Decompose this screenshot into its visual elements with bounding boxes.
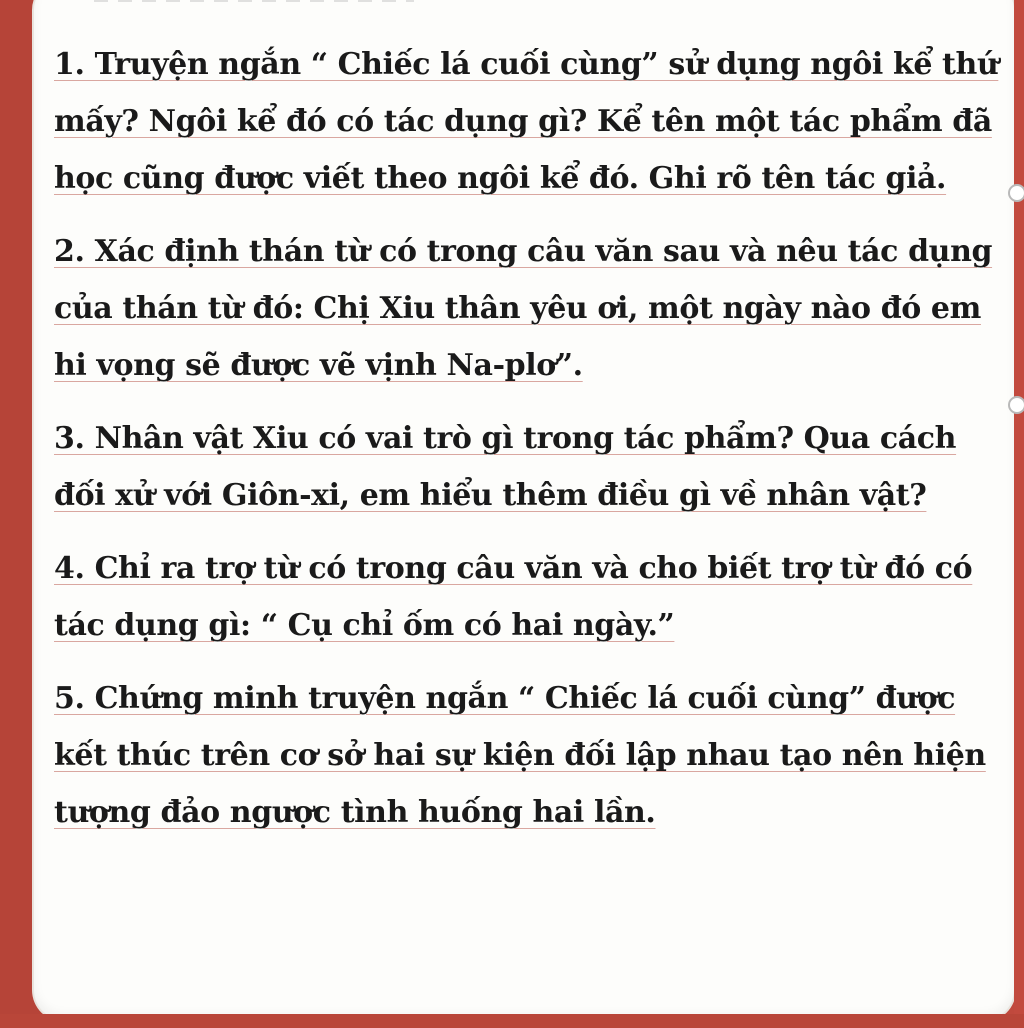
question-list	[54, 36, 1004, 857]
question-5: 5. Chứng minh truyện ngắn “ Chiếc lá cuối cùng” được kết thúc trên cơ sở hai sự kiện đối lập nhau tạo nên hiện tượng đảo ngược tình huống hai lần.	[54, 681, 986, 830]
paper-sheet	[34, 0, 1014, 1020]
bottom-edge	[0, 1014, 1024, 1028]
question-1: 1. Truyện ngắn “ Chiếc lá cuối cùng” sử dụng ngôi kể thứ mấy? Ngôi kể đó có tác dụng gì? Kể tên một tác phẩm đã học cũng được viết theo ngôi kể đó. Ghi rõ tên tác giả.	[54, 47, 999, 196]
question-2: 2. Xác định thán từ có trong câu văn sau và nêu tác dụng của thán từ đó: Chị Xiu thân yêu ơi, một ngày nào đó em hi vọng sẽ được vẽ vịnh Na-plơ”.	[54, 234, 993, 383]
binder-ring-icon	[1008, 396, 1024, 414]
question-4: 4. Chỉ ra trợ từ có trong câu văn và cho biết trợ từ đó có tác dụng gì: “ Cụ chỉ ốm có hai ngày.”	[54, 551, 973, 643]
binder-rail	[1014, 0, 1024, 1028]
cropped-top-text	[94, 0, 414, 2]
binder-ring-icon	[1008, 184, 1024, 202]
question-3: 3. Nhân vật Xiu có vai trò gì trong tác phẩm? Qua cách đối xử với Giôn-xi, em hiểu thêm điều gì về nhân vật?	[54, 421, 957, 513]
